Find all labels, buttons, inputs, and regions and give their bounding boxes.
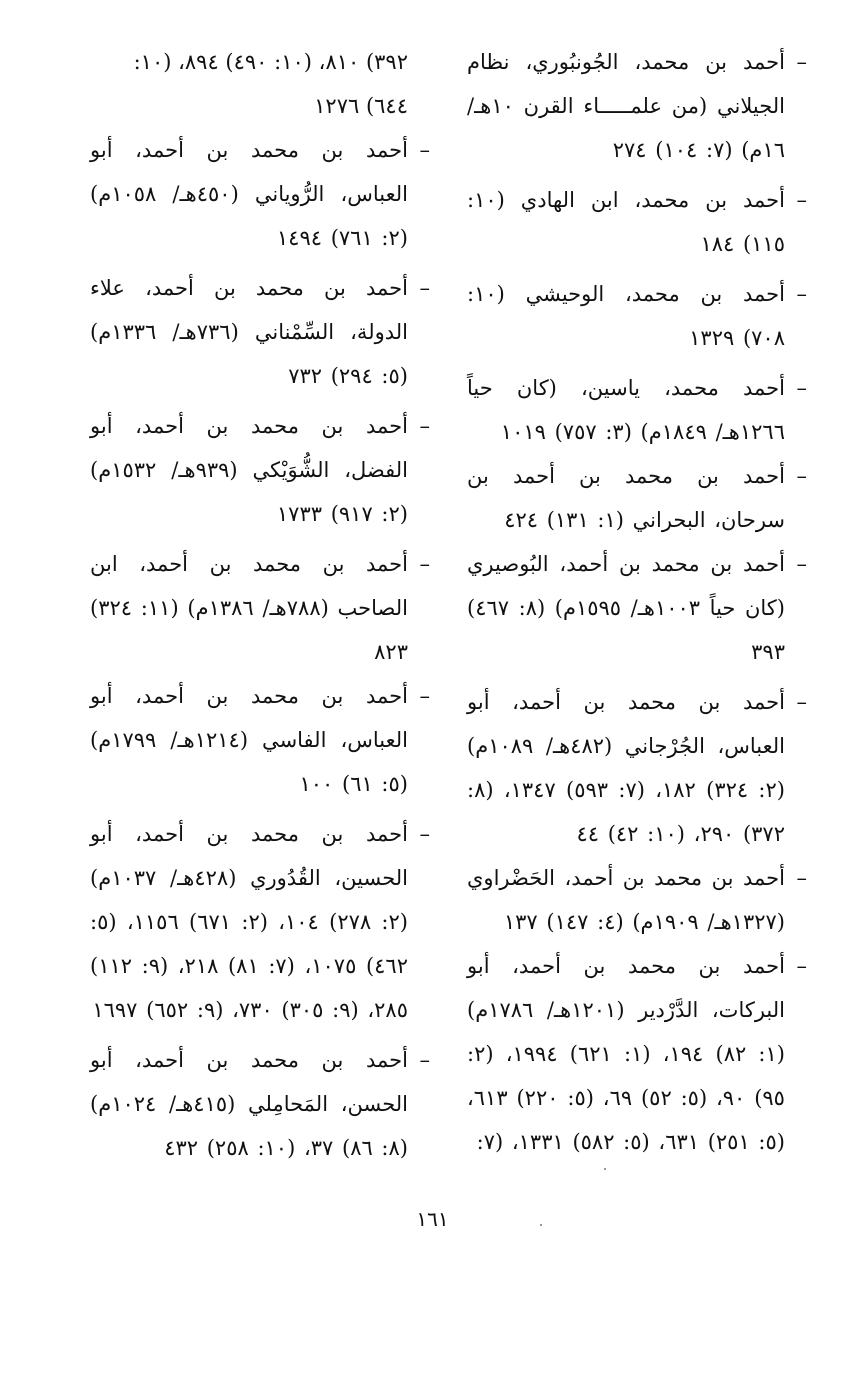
- entry-dash: –: [419, 552, 430, 576]
- entry-text: أحمد بن محمد بن أحمد، أبو العباس، الرُّوياني (٤٥٠هـ/ ١٠٥٨م) (٢: ٧٦١) ١٤٩٤: [90, 138, 408, 250]
- index-entry: [467, 178, 807, 266]
- entry-text: أحمد بن محمد بن أحمد، أبو العباس، الجُرْجاني (٤٨٢هـ/ ١٠٨٩م) (٢: ٣٢٤) ١٨٢، (٧: ٥٩٣) ١٣٤٧، (٨: ٣٧٢) ٢٩٠، (١٠: ٤٢) ٤٤: [467, 690, 785, 846]
- entry-text: أحمد بن محمد بن أحمد، أبو الحسن، المَحامِلي (٤١٥هـ/ ١٠٢٤م) (٨: ٨٦) ٣٧، (١٠: ٢٥٨) ٤٣٢: [90, 1048, 408, 1160]
- entry-dash: –: [796, 954, 807, 978]
- entry-dash: –: [796, 866, 807, 890]
- index-entry: [467, 454, 807, 542]
- entry-dash: –: [796, 552, 807, 576]
- index-entry: [467, 40, 807, 172]
- entry-dash: –: [419, 822, 430, 846]
- entry-text: أحمد بن محمد بن أحمد، علاء الدولة، السِّمْناني (٧٣٦هـ/ ١٣٣٦م) (٥: ٢٩٤) ٧٣٢: [90, 276, 408, 388]
- continued-entry-text: ٣٩٢) ٨١٠، (١٠: ٤٩٠) ٨٩٤، (١٠: ٦٤٤) ١٢٧٦: [133, 50, 408, 118]
- entry-dash: –: [796, 690, 807, 714]
- entry-dash: –: [796, 376, 807, 400]
- entry-text: أحمد بن محمد بن أحمد، ابن الصاحب (٧٨٨هـ/ ١٣٨٦م) (١١: ٣٢٤) ٨٢٣: [90, 552, 408, 664]
- index-entry: [90, 404, 430, 536]
- index-entry: [467, 542, 807, 674]
- entry-text: أحمد بن محمد، الوحيشي (١٠: ٧٠٨) ١٣٢٩: [467, 282, 785, 350]
- index-entry: [90, 266, 430, 398]
- entry-text: أحمد بن محمد بن أحمد، الحَضْراوي (١٣٢٧هـ/ ١٩٠٩م) (٤: ١٤٧) ١٣٧: [467, 866, 785, 934]
- entry-dash: –: [419, 138, 430, 162]
- entry-text: أحمد بن محمد بن أحمد، أبو الفضل، الشُّوَيْكي (٩٣٩هـ/ ١٥٣٢م) (٢: ٩١٧) ١٧٣٣: [90, 414, 408, 526]
- scan-speck: [540, 1224, 542, 1226]
- scan-speck: [604, 1168, 606, 1170]
- page-number: ١٦١: [416, 1207, 449, 1231]
- index-column-left: [90, 40, 430, 1170]
- index-entry: [90, 674, 430, 806]
- index-entry: [90, 812, 430, 1032]
- entry-text: أحمد بن محمد بن أحمد، أبو الحسين، القُدُوري (٤٢٨هـ/ ١٠٣٧م) (٢: ٢٧٨) ١٠٤، (٢: ٦٧١) ١١٥٦، (٥: ٤٦٢) ١٠٧٥، (٧: ٨١) ٢١٨، (٩: ١١٢) ٢٨٥، (٩: ٣٠٥) ٧٣٠، (٩: ٦٥٢) ١٦٩٧: [90, 822, 409, 1022]
- index-entry: [467, 366, 807, 454]
- entry-dash: –: [796, 282, 807, 306]
- entry-text: أحمد بن محمد بن أحمد، البُوصيري (كان حياً ١٠٠٣هـ/ ١٥٩٥م) (٨: ٤٦٧) ٣٩٣: [467, 552, 785, 664]
- entry-dash: –: [796, 464, 807, 488]
- index-entry: [467, 856, 807, 944]
- index-entry: [467, 680, 807, 856]
- entry-text: أحمد بن محمد بن أحمد، أبو العباس، الفاسي (١٢١٤هـ/ ١٧٩٩م) (٥: ٦١) ١٠٠: [90, 684, 408, 796]
- entry-text: أحمد بن محمد، ابن الهادي (١٠: ١١٥) ١٨٤: [467, 188, 785, 256]
- entry-text: أحمد محمد، ياسين، (كان حياً ١٢٦٦هـ/ ١٨٤٩م) (٣: ٧٥٧) ١٠١٩: [467, 376, 785, 444]
- entry-text: أحمد بن محمد بن أحمد بن سرحان، البحراني (١: ١٣١) ٤٢٤: [467, 464, 785, 532]
- entry-dash: –: [419, 276, 430, 300]
- index-entry: [90, 1038, 430, 1170]
- entry-dash: –: [796, 188, 807, 212]
- index-entry: [90, 128, 430, 260]
- index-entry: [467, 944, 807, 1164]
- entry-dash: –: [796, 50, 807, 74]
- entry-text: أحمد بن محمد، الجُونبُوري، نظام الجيلاني (من علمـــــاء القرن ١٠هـ/ ١٦م) (٧: ١٠٤) ٢٧٤: [467, 50, 785, 162]
- index-entry: [467, 272, 807, 360]
- entry-dash: –: [419, 684, 430, 708]
- index-column-right: [467, 40, 807, 1164]
- index-entry: [90, 542, 430, 674]
- entry-dash: –: [419, 1048, 430, 1072]
- entry-text: أحمد بن محمد بن أحمد، أبو البركات، الدَّرْدير (١٢٠١هـ/ ١٧٨٦م) (١: ٨٢) ١٩٤، (١: ٦٢١) ١٩٩٤، (٢: ٩٥) ٩٠، (٥: ٥٢) ٦٩، (٥: ٢٢٠) ٦١٣، (٥: ٢٥١) ٦٣١، (٥: ٥٨٢) ١٣٣١، (٧:: [467, 954, 785, 1154]
- entry-dash: –: [419, 414, 430, 438]
